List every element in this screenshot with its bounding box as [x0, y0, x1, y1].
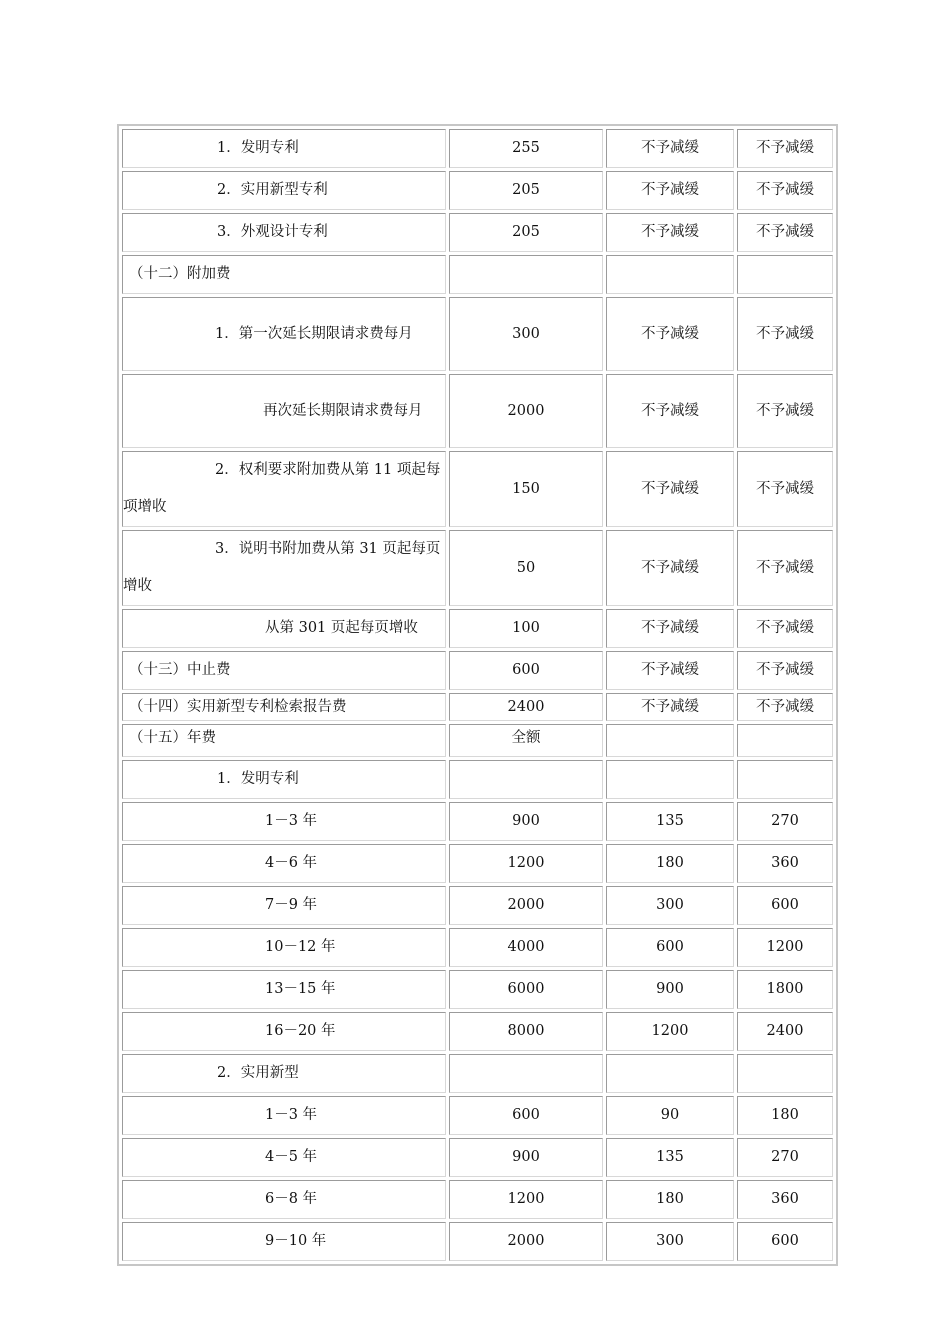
full-fee-cell: 6000 [449, 970, 603, 1009]
reduced-fee-cell-b [737, 255, 833, 294]
fee-item-cell: 7－9 年 [122, 886, 446, 925]
fee-item-cell: 1．发明专利 [122, 129, 446, 168]
reduced-fee-cell-a: 不予减缓 [606, 609, 734, 648]
fee-item-cell: 6－8 年 [122, 1180, 446, 1219]
reduced-fee-cell-a: 300 [606, 886, 734, 925]
full-fee-cell: 50 [449, 530, 603, 606]
fee-item-cell: 9－10 年 [122, 1222, 446, 1261]
table-row [122, 1180, 833, 1219]
fee-item-cell: 2．实用新型 [122, 1054, 446, 1093]
full-fee-cell: 205 [449, 171, 603, 210]
full-fee-cell: 8000 [449, 1012, 603, 1051]
table-row [122, 844, 833, 883]
table-row [122, 129, 833, 168]
table-row [122, 213, 833, 252]
reduced-fee-cell-b: 270 [737, 802, 833, 841]
full-fee-cell: 2000 [449, 886, 603, 925]
fee-item-cell: （十二）附加费 [122, 255, 446, 294]
table-row [122, 609, 833, 648]
reduced-fee-cell-a: 不予减缓 [606, 451, 734, 527]
full-fee-cell: 255 [449, 129, 603, 168]
fee-item-cell: 2．实用新型专利 [122, 171, 446, 210]
fee-item-cell: 1．发明专利 [122, 760, 446, 799]
reduced-fee-cell-a: 不予减缓 [606, 530, 734, 606]
fee-item-cell: 4－5 年 [122, 1138, 446, 1177]
full-fee-cell: 600 [449, 1096, 603, 1135]
table-row [122, 970, 833, 1009]
fee-item-cell: 16－20 年 [122, 1012, 446, 1051]
reduced-fee-cell-a: 180 [606, 844, 734, 883]
reduced-fee-cell-a [606, 1054, 734, 1093]
full-fee-cell: 4000 [449, 928, 603, 967]
fee-item-cell: 1－3 年 [122, 1096, 446, 1135]
reduced-fee-cell-b: 不予减缓 [737, 171, 833, 210]
fee-item-cell: （十四）实用新型专利检索报告费 [122, 693, 446, 721]
fee-item-cell: 3．说明书附加费从第 31 页起每页增收 [122, 530, 446, 606]
reduced-fee-cell-b: 不予减缓 [737, 297, 833, 371]
reduced-fee-cell-a: 不予减缓 [606, 213, 734, 252]
reduced-fee-cell-a: 600 [606, 928, 734, 967]
fee-item-cell: （十五）年费 [122, 724, 446, 757]
reduced-fee-cell-a: 300 [606, 1222, 734, 1261]
reduced-fee-cell-b: 270 [737, 1138, 833, 1177]
fee-item-cell: 1．第一次延长期限请求费每月 [122, 297, 446, 371]
reduced-fee-cell-b: 不予减缓 [737, 693, 833, 721]
reduced-fee-cell-b: 不予减缓 [737, 374, 833, 448]
table-row [122, 760, 833, 799]
reduced-fee-cell-a [606, 724, 734, 757]
reduced-fee-cell-b [737, 1054, 833, 1093]
reduced-fee-cell-a [606, 760, 734, 799]
table-row [122, 693, 833, 721]
table-row [122, 255, 833, 294]
full-fee-cell [449, 760, 603, 799]
reduced-fee-cell-b: 1800 [737, 970, 833, 1009]
full-fee-cell: 900 [449, 1138, 603, 1177]
reduced-fee-cell-a: 不予减缓 [606, 297, 734, 371]
fee-table [117, 124, 838, 1266]
full-fee-cell: 2000 [449, 1222, 603, 1261]
table-row [122, 724, 833, 757]
table-row [122, 451, 833, 527]
fee-table-body [122, 129, 833, 1261]
fee-item-cell: 再次延长期限请求费每月 [122, 374, 446, 448]
fee-item-cell: （十三）中止费 [122, 651, 446, 690]
reduced-fee-cell-b: 360 [737, 844, 833, 883]
fee-item-cell: 13－15 年 [122, 970, 446, 1009]
full-fee-cell [449, 255, 603, 294]
table-row [122, 171, 833, 210]
reduced-fee-cell-a: 90 [606, 1096, 734, 1135]
full-fee-cell: 900 [449, 802, 603, 841]
fee-item-cell: 2．权利要求附加费从第 11 项起每项增收 [122, 451, 446, 527]
fee-item-cell: 10－12 年 [122, 928, 446, 967]
full-fee-cell: 全额 [449, 724, 603, 757]
full-fee-cell: 300 [449, 297, 603, 371]
reduced-fee-cell-a: 900 [606, 970, 734, 1009]
reduced-fee-cell-a [606, 255, 734, 294]
full-fee-cell: 100 [449, 609, 603, 648]
reduced-fee-cell-a: 不予减缓 [606, 129, 734, 168]
reduced-fee-cell-a: 180 [606, 1180, 734, 1219]
full-fee-cell: 1200 [449, 844, 603, 883]
full-fee-cell: 2400 [449, 693, 603, 721]
table-row [122, 928, 833, 967]
table-row [122, 1054, 833, 1093]
reduced-fee-cell-b: 不予减缓 [737, 451, 833, 527]
full-fee-cell: 1200 [449, 1180, 603, 1219]
full-fee-cell: 600 [449, 651, 603, 690]
reduced-fee-cell-a: 不予减缓 [606, 651, 734, 690]
reduced-fee-cell-b: 180 [737, 1096, 833, 1135]
table-row [122, 1012, 833, 1051]
reduced-fee-cell-b: 不予减缓 [737, 530, 833, 606]
reduced-fee-cell-b: 600 [737, 1222, 833, 1261]
reduced-fee-cell-b: 1200 [737, 928, 833, 967]
reduced-fee-cell-a: 不予减缓 [606, 374, 734, 448]
reduced-fee-cell-b: 不予减缓 [737, 213, 833, 252]
reduced-fee-cell-a: 135 [606, 1138, 734, 1177]
full-fee-cell: 205 [449, 213, 603, 252]
reduced-fee-cell-a: 不予减缓 [606, 693, 734, 721]
table-row [122, 530, 833, 606]
reduced-fee-cell-b [737, 724, 833, 757]
full-fee-cell: 150 [449, 451, 603, 527]
reduced-fee-cell-b: 不予减缓 [737, 129, 833, 168]
fee-item-cell: 4－6 年 [122, 844, 446, 883]
table-row [122, 1138, 833, 1177]
full-fee-cell [449, 1054, 603, 1093]
reduced-fee-cell-a: 135 [606, 802, 734, 841]
table-row [122, 651, 833, 690]
table-row [122, 802, 833, 841]
fee-item-cell: 3．外观设计专利 [122, 213, 446, 252]
reduced-fee-cell-b [737, 760, 833, 799]
full-fee-cell: 2000 [449, 374, 603, 448]
reduced-fee-cell-a: 不予减缓 [606, 171, 734, 210]
reduced-fee-cell-b: 600 [737, 886, 833, 925]
reduced-fee-cell-b: 不予减缓 [737, 609, 833, 648]
reduced-fee-cell-a: 1200 [606, 1012, 734, 1051]
reduced-fee-cell-b: 360 [737, 1180, 833, 1219]
reduced-fee-cell-b: 不予减缓 [737, 651, 833, 690]
table-row [122, 1096, 833, 1135]
table-row [122, 297, 833, 371]
reduced-fee-cell-b: 2400 [737, 1012, 833, 1051]
table-row [122, 1222, 833, 1261]
fee-item-cell: 1－3 年 [122, 802, 446, 841]
table-row [122, 886, 833, 925]
fee-item-cell: 从第 301 页起每页增收 [122, 609, 446, 648]
table-row [122, 374, 833, 448]
